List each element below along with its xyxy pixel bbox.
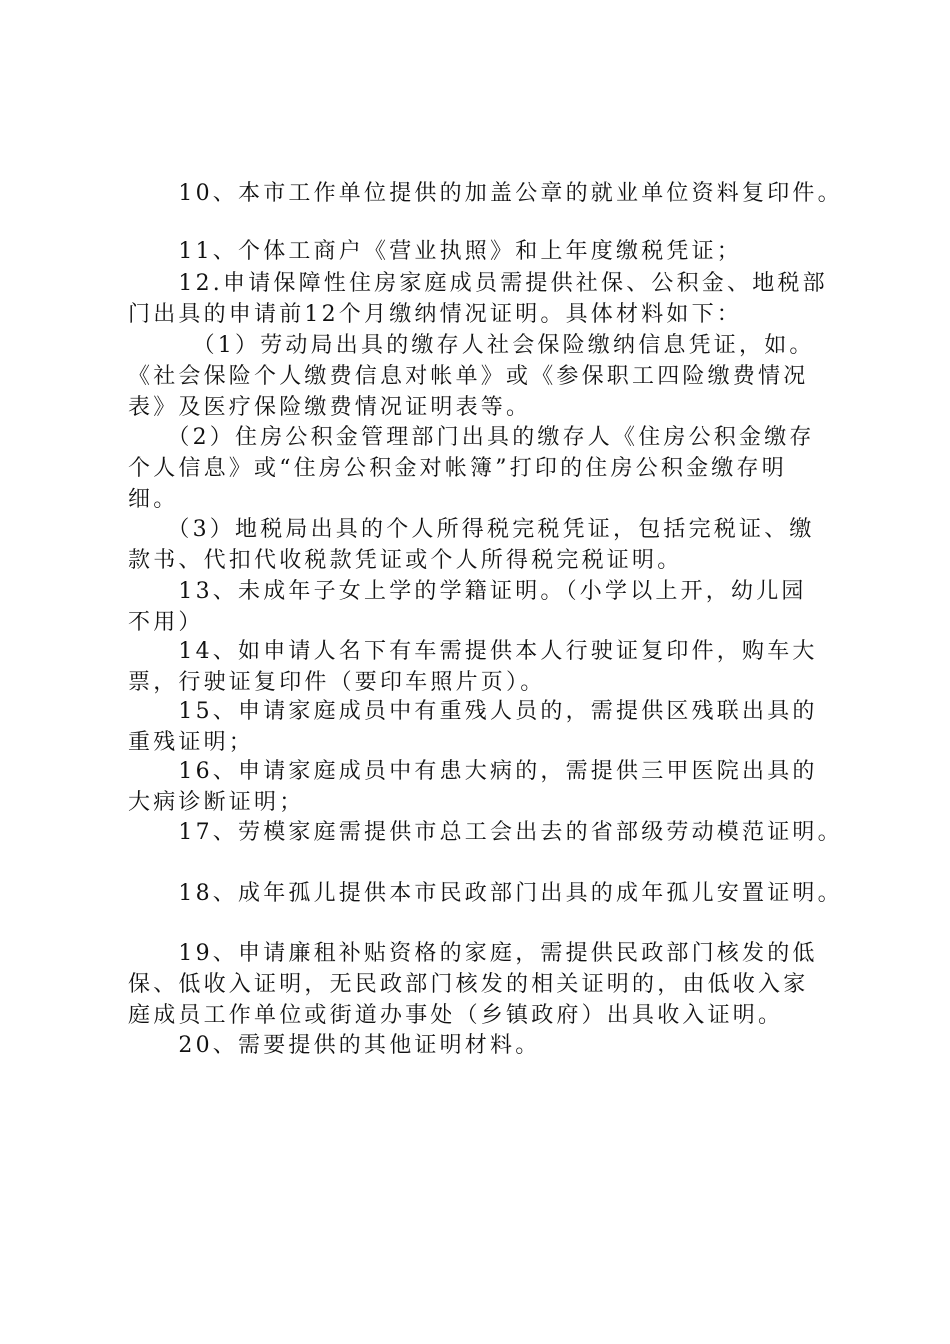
text-line: 个人信息》或“住房公积金对帐簿”打印的住房公积金缴存明 [128,456,787,481]
text-line: 20、需要提供的其他证明材料。 [128,1033,541,1058]
paragraph-item-10 [128,178,848,209]
paragraph-item-13 [128,576,848,638]
text-line: （2）住房公积金管理部门出具的缴存人《住房公积金缴存 [128,425,815,450]
text-line: 11、个体工商户《营业执照》和上年度缴税凭证； [128,239,742,264]
paragraph-item-17 [128,817,848,848]
paragraph-item-20 [128,1030,848,1061]
text-line: 17、劳模家庭需提供市总工会出去的省部级劳动模范证明。 [128,820,843,845]
paragraph-item-18 [128,878,848,909]
text-line: 《社会保险个人缴费信息对帐单》或《参保职工四险缴费情况 [128,364,809,389]
text-line: 庭成员工作单位或街道办事处（乡镇政府）出具收入证明。 [128,1003,784,1028]
text-line: 细。 [128,487,179,512]
text-line: 票，行驶证复印件（要印车照片页）。 [128,670,546,695]
text-line: 不用） [128,610,204,635]
text-line: 重残证明； [128,730,255,755]
paragraph-item-15 [128,696,848,758]
paragraph-item-12 [128,268,848,330]
text-line: 15、申请家庭成员中有重残人员的，需提供区残联出具的 [128,699,818,724]
text-line: 大病诊断证明； [128,790,305,815]
text-line: 16、申请家庭成员中有患大病的，需提供三甲医院出具的 [128,759,818,784]
paragraph-item-16 [128,756,848,818]
text-line: 保、低收入证明，无民政部门核发的相关证明的，由低收入家 [128,972,809,997]
paragraph-item-12-3 [128,514,848,576]
text-line: 14、如申请人名下有车需提供本人行驶证复印件，购车大 [128,639,818,664]
text-line: （3）地税局出具的个人所得税完税凭证，包括完税证、缴 [128,517,815,542]
text-line: 12.申请保障性住房家庭成员需提供社保、公积金、地税部 [128,271,828,296]
text-line: 19、申请廉租补贴资格的家庭，需提供民政部门核发的低 [128,941,818,966]
text-line: 13、未成年子女上学的学籍证明。（小学以上开，幼儿园 [128,579,807,604]
text-line: 款书、代扣代收税款凭证或个人所得税完税证明。 [128,548,683,573]
text-line: 表》及医疗保险缴费情况证明表等。 [128,395,532,420]
text-line: 门出具的申请前12个月缴纳情况证明。具体材料如下： [128,302,742,327]
text-line: （1）劳动局出具的缴存人社会保险缴纳信息凭证，如。 [128,333,815,358]
text-line: 18、成年孤儿提供本市民政部门出具的成年孤儿安置证明。 [128,881,843,906]
text-line: 10、本市工作单位提供的加盖公章的就业单位资料复印件。 [128,181,843,206]
paragraph-item-19 [128,938,848,1031]
paragraph-item-14 [128,636,848,698]
paragraph-item-12-2 [128,422,848,515]
paragraph-item-12-1 [128,330,848,423]
paragraph-item-11 [128,236,848,267]
